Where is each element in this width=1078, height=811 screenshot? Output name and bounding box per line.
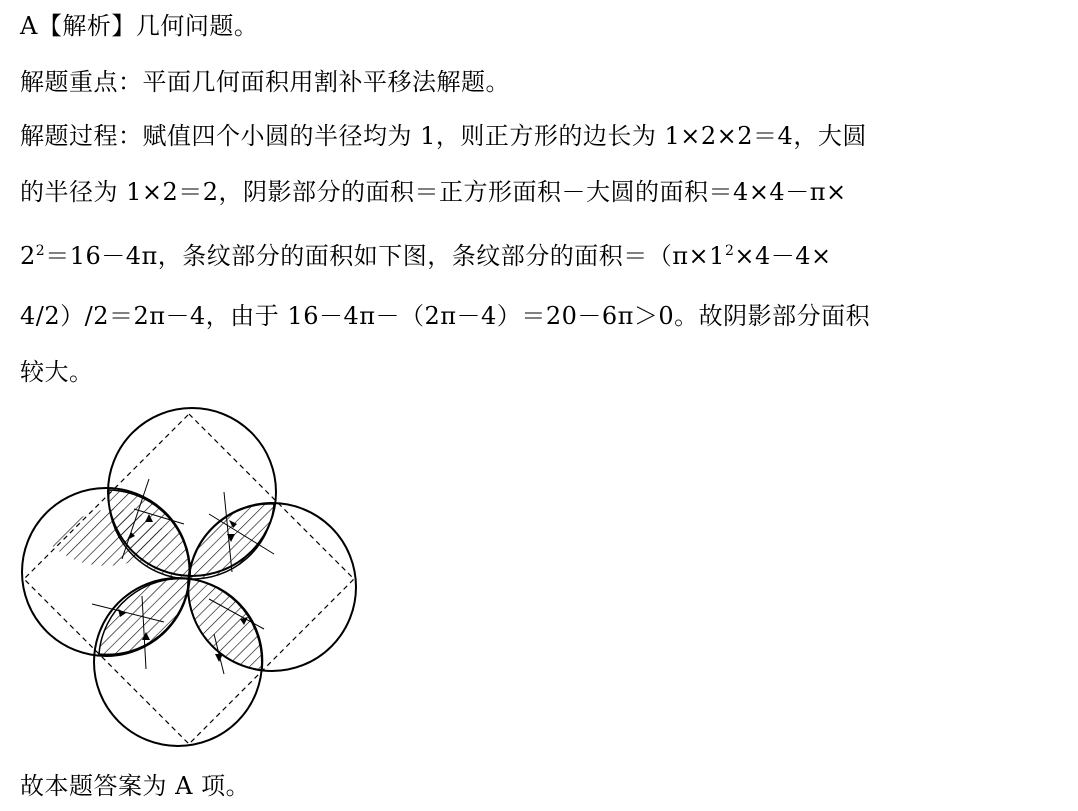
text-line-3: 解题过程：赋值四个小圆的半径均为 1，则正方形的边长为 1×2×2＝4，大圆	[20, 122, 867, 150]
line5-middle: ＝16－4π，条纹部分的面积如下图，条纹部分的面积＝（π×1	[45, 242, 725, 270]
text-line-5	[20, 240, 832, 272]
text-line-1: A【解析】几何问题。	[20, 12, 259, 40]
power-exponent-2: 2	[724, 243, 735, 259]
conclusion-line: 故本题答案为 A 项。	[20, 772, 251, 800]
line5-tail: ×4－4×	[734, 242, 832, 270]
text-line-6: 4/2）/2＝2π－4，由于 16－4π－（2π－4）＝20－6π＞0。故阴影部分面积	[20, 302, 871, 330]
geometry-figure	[14, 404, 364, 754]
power-exponent: 2	[35, 243, 46, 259]
text-line-7: 较大。	[20, 358, 94, 386]
hatched-lens-upper-left	[109, 490, 190, 579]
text-line-2: 解题重点：平面几何面积用割补平移法解题。	[20, 68, 510, 96]
text-line-4: 的半径为 1×2＝2，阴影部分的面积＝正方形面积－大圆的面积＝4×4－π×	[20, 178, 847, 206]
power-base: 2	[20, 242, 36, 270]
